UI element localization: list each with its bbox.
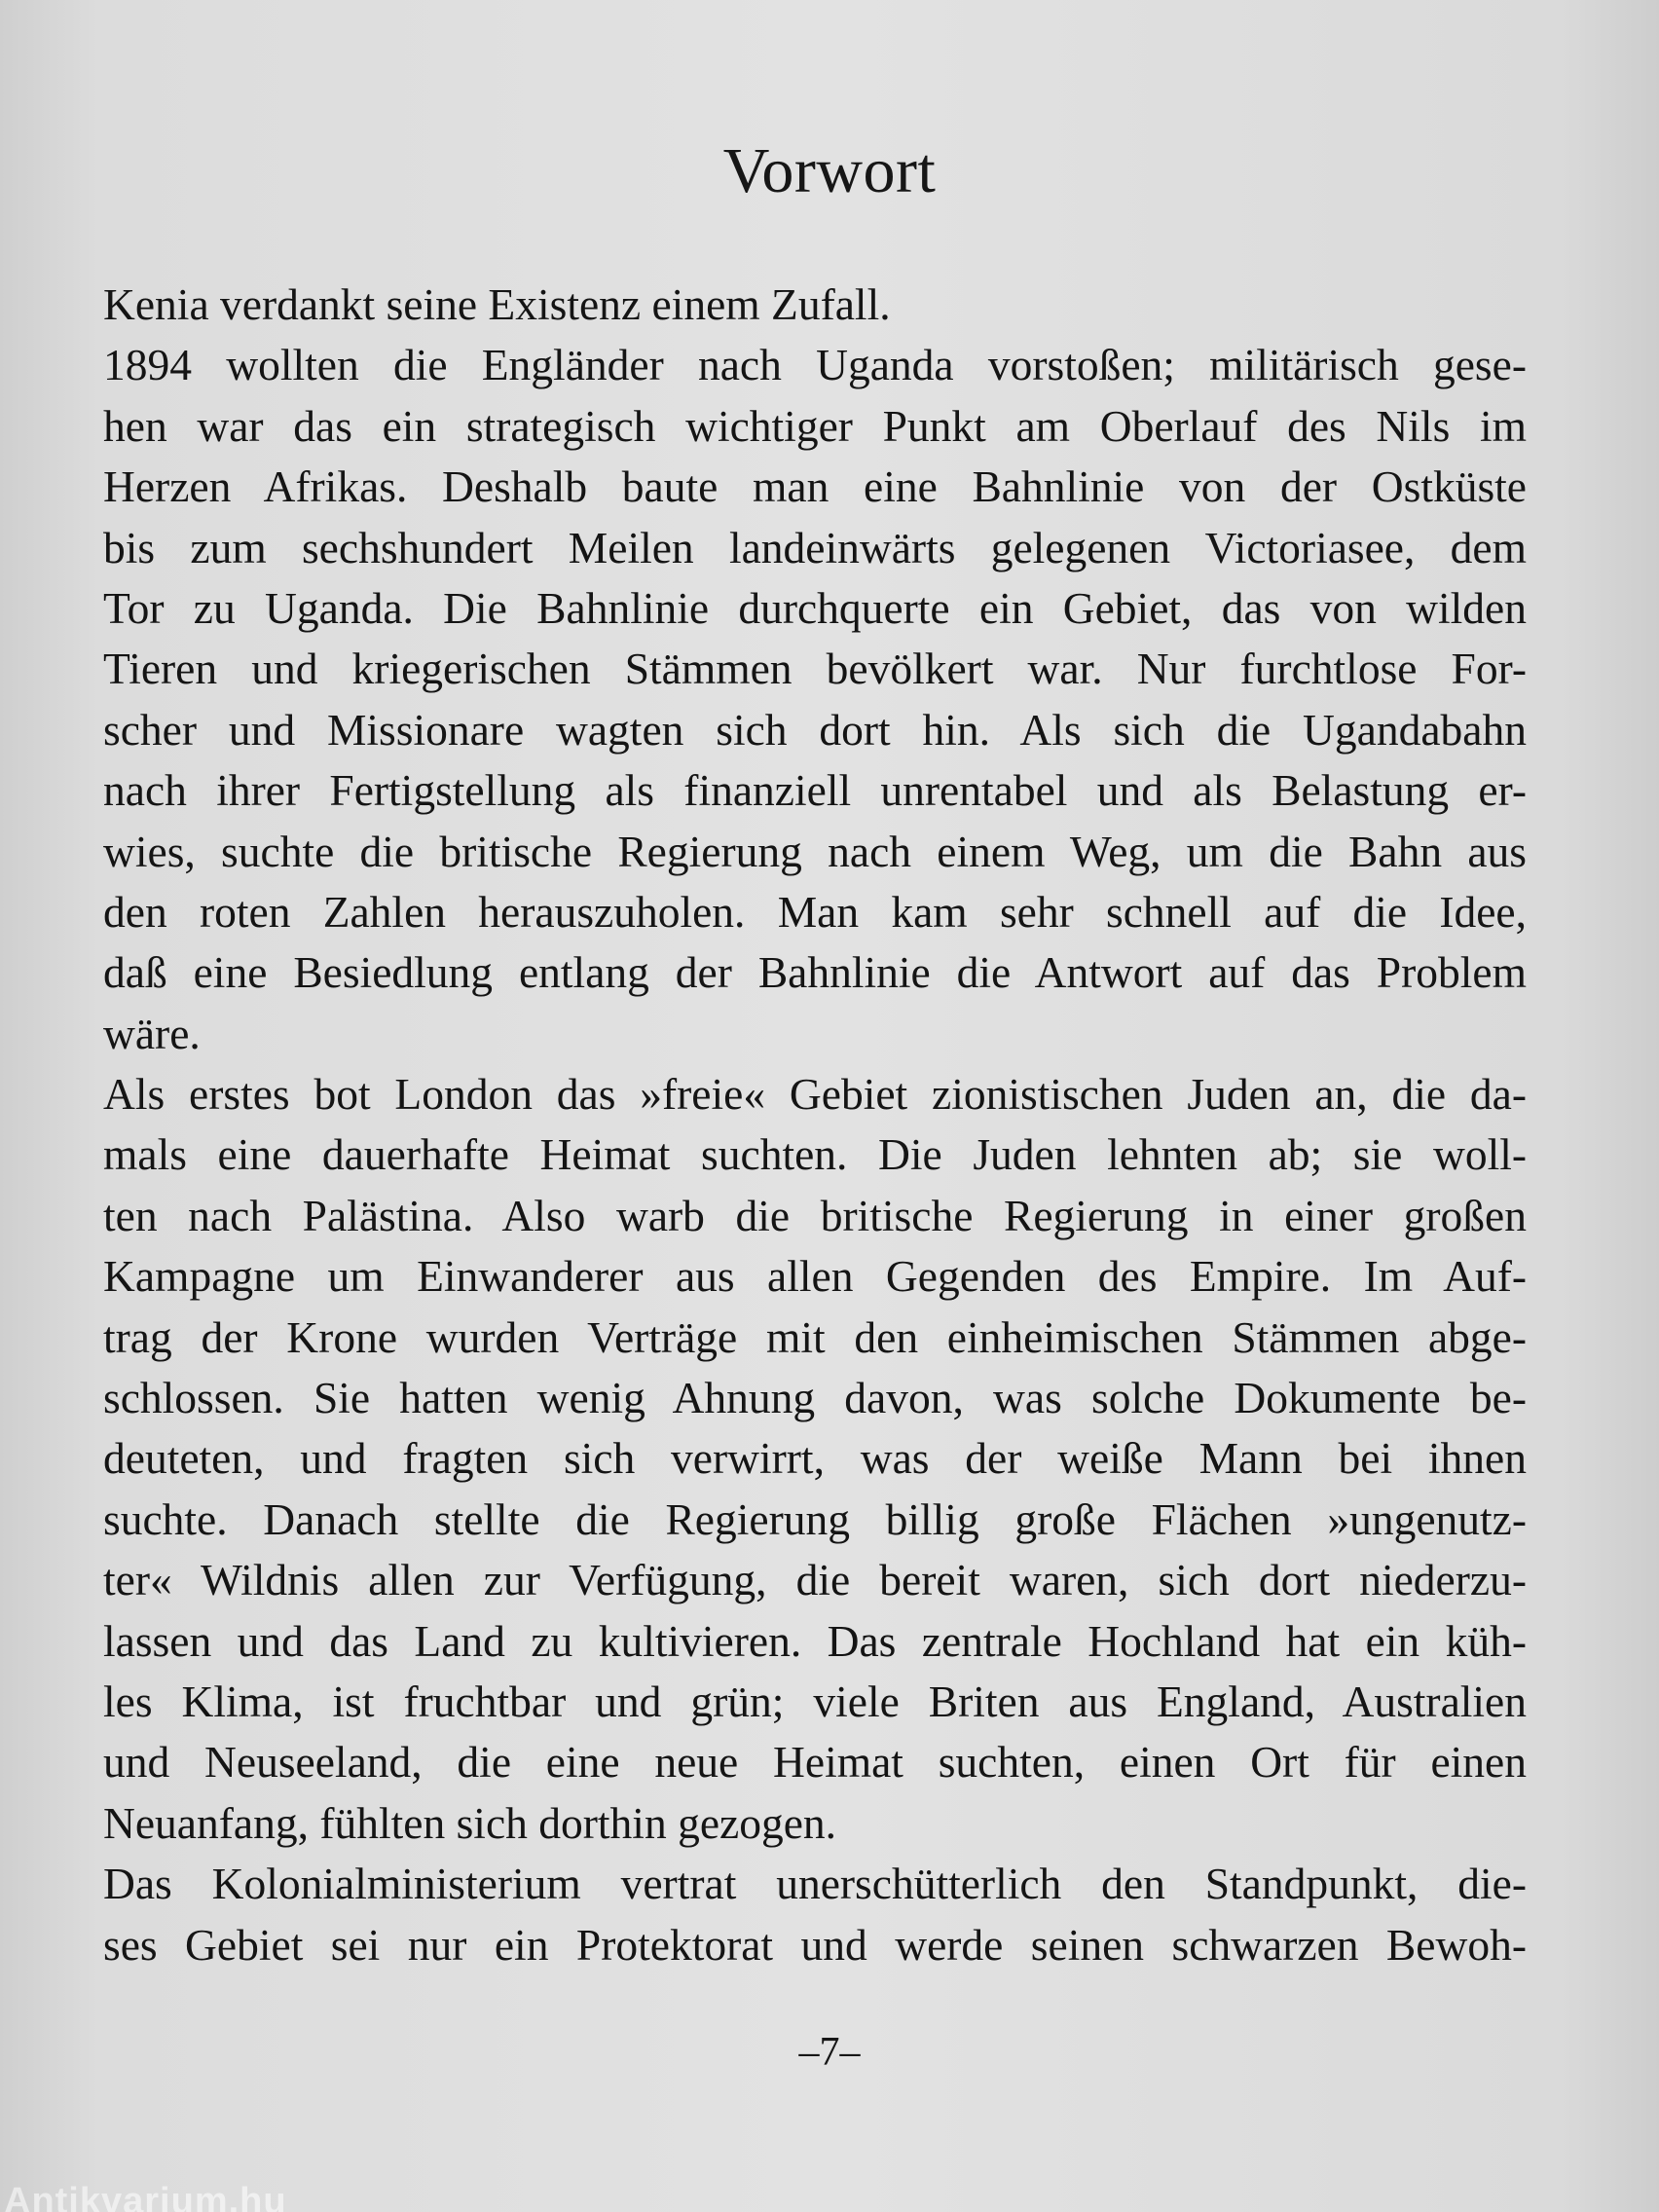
text-line: suchte. Danach stellte die Regierung billig große Flächen »ungenutz- [103,1493,1527,1544]
text-line: Tor zu Uganda. Die Bahnlinie durchquerte ein Gebiet, das von wilden [103,582,1527,633]
text-line: scher und Missionare wagten sich dort hin. Als sich die Ugandabahn [103,704,1527,755]
text-line: Tieren und kriegerischen Stämmen bevölkert war. Nur furchtlose For- [103,644,1527,694]
text-line: hen war das ein strategisch wichtiger Punkt am Oberlauf des Nils im [103,400,1527,451]
text-line: Als erstes bot London das »freie« Gebiet zionistischen Juden an, die da- [103,1069,1527,1120]
text-line: 1894 wollten die Engländer nach Uganda vorstoßen; militärisch gese- [103,340,1527,390]
text-line: Herzen Afrikas. Deshalb baute man eine Bahnlinie von der Ostküste [103,461,1527,512]
text-line: den roten Zahlen herauszuholen. Man kam sehr schnell auf die Idee, [103,886,1527,937]
text-line: ter« Wildnis allen zur Verfügung, die bereit waren, sich dort niederzu- [103,1555,1527,1605]
text-line: nach ihrer Fertigstellung als finanziell unrentabel und als Belastung er- [103,765,1527,816]
body-text [103,275,1527,1975]
text-line: ses Gebiet sei nur ein Protektorat und werde seinen schwarzen Bewoh- [103,1919,1527,1970]
text-line: lassen und das Land zu kultivieren. Das zentrale Hochland hat ein küh- [103,1615,1527,1666]
text-line: trag der Krone wurden Verträge mit den einheimischen Stämmen abge- [103,1311,1527,1362]
text-line: Kenia verdankt seine Existenz einem Zufall. [103,279,891,329]
page-title: Vorwort [722,135,937,206]
text-line: schlossen. Sie hatten wenig Ahnung davon, was solche Dokumente be- [103,1373,1527,1423]
text-line: deuteten, und fragten sich verwirrt, was der weiße Mann bei ihnen [103,1433,1527,1484]
text-line: bis zum sechshundert Meilen landeinwärts gelegenen Victoriasee, dem [103,522,1527,572]
text-line: mals eine dauerhafte Heimat suchten. Die Juden lehnten ab; sie woll- [103,1129,1527,1180]
watermark: Antikvarium.hu [4,2181,287,2212]
text-line: Neuanfang, fühlten sich dorthin gezogen. [103,1797,837,1848]
text-line: daß eine Besiedlung entlang der Bahnlinie die Antwort auf das Problem [103,947,1527,998]
text-line: Kampagne um Einwanderer aus allen Gegenden des Empire. Im Auf- [103,1251,1527,1302]
text-line: wäre. [103,1008,201,1058]
text-line: Das Kolonialministerium vertrat unerschütterlich den Standpunkt, die- [103,1859,1527,1909]
text-line: les Klima, ist fruchtbar und grün; viele Briten aus England, Australien [103,1676,1527,1726]
text-line: ten nach Palästina. Also warb die britische Regierung in einer großen [103,1190,1527,1240]
text-line: und Neuseeland, die eine neue Heimat suchten, einen Ort für einen [103,1737,1527,1788]
text-line: wies, suchte die britische Regierung nach einem Weg, um die Bahn aus [103,826,1527,876]
page-number: –7– [798,2030,861,2075]
